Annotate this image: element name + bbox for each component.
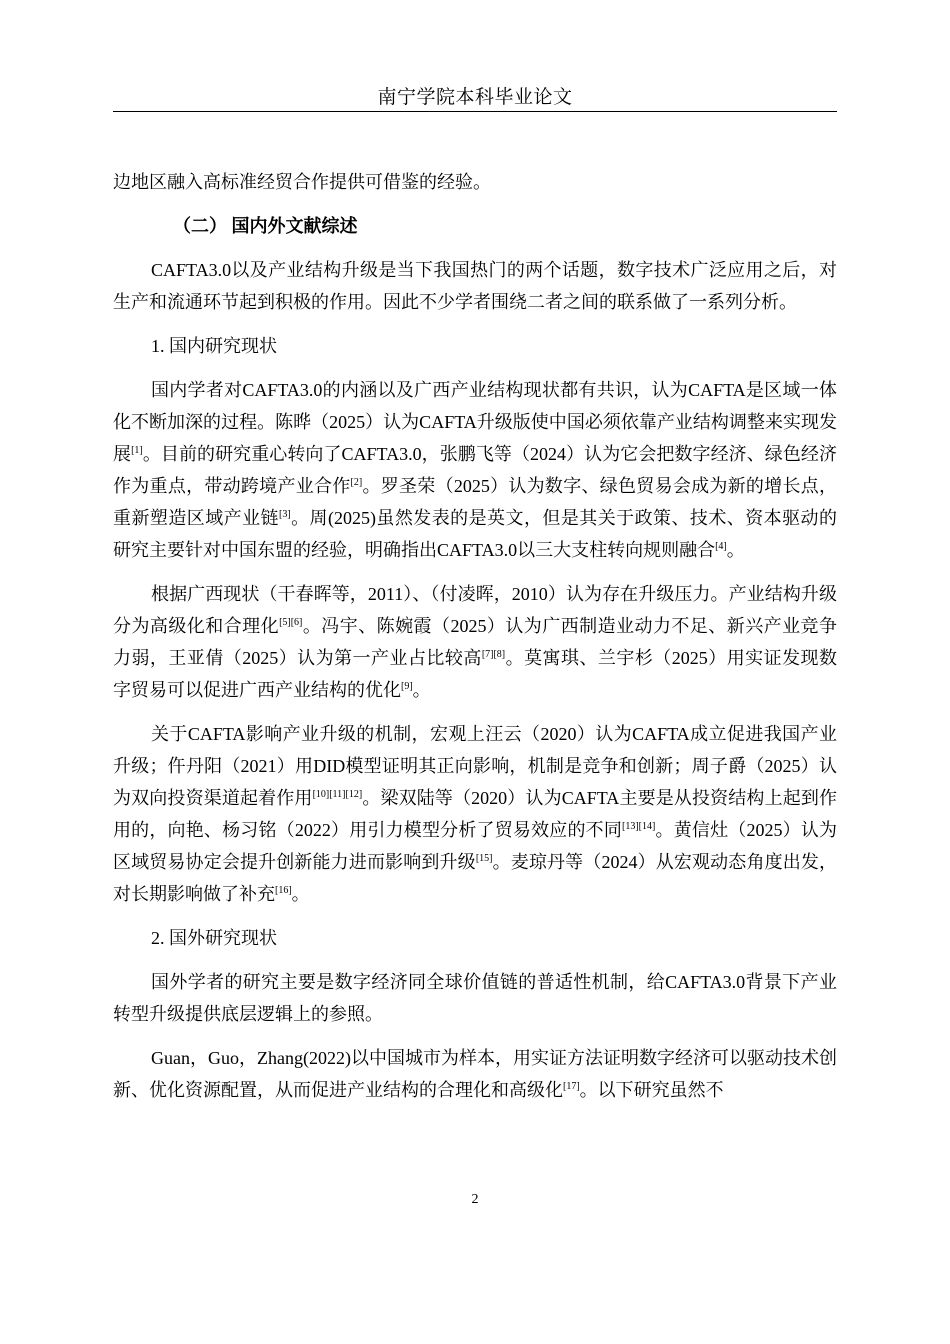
subsection-heading-domestic: 1. 国内研究现状 bbox=[151, 336, 277, 356]
paragraph-continuation: 边地区融入高标准经贸合作提供可借鉴的经验。 bbox=[113, 172, 491, 192]
text-run: 。 bbox=[412, 680, 431, 700]
paragraph: CAFTA3.0以及产业结构升级是当下我国热门的两个话题，数字技术广泛应用之后，对生产和流通环节起到积极的作用。因此不少学者围绕二者之间的联系做了一系列分析。 bbox=[113, 260, 837, 312]
citation-ref: [3] bbox=[278, 509, 291, 520]
citation-ref: [1] bbox=[131, 445, 143, 456]
citation-ref: [4] bbox=[715, 541, 727, 552]
text-run: 。罗圣荣（2025）认为数字、绿色贸易会成为新的增长点，重新塑造区域产业链 bbox=[113, 476, 838, 528]
text-run: 。周(2025)虽然发表的是英文，但是其关于政策、技术、资本驱动的研究主要针对中国东盟的经验，明确指出CAFTA3.0以三大支柱转向规则融合 bbox=[113, 508, 837, 560]
paragraph bbox=[113, 374, 837, 566]
citation-ref: [10][11][12] bbox=[312, 789, 363, 800]
text-run: 。 bbox=[726, 540, 745, 560]
paragraph bbox=[113, 718, 837, 910]
subsection-heading-foreign: 2. 国外研究现状 bbox=[151, 928, 277, 948]
citation-ref: [9] bbox=[401, 681, 413, 692]
text-run: 。以下研究虽然不 bbox=[579, 1080, 724, 1100]
paragraph bbox=[113, 578, 837, 706]
text-run: Guan，Guo，Zhang(2022)以中国城市为样本，用实证方法证明数字经济可以驱动技术创新、优化资源配置，从而促进产业结构的合理化和高级化 bbox=[113, 1048, 837, 1100]
text-run: 。莫寓琪、兰宇杉（2025）用实证发现数字贸易可以促进广西产业结构的优化 bbox=[113, 648, 838, 700]
body-text bbox=[113, 166, 837, 1106]
paragraph bbox=[113, 1042, 837, 1106]
citation-ref: [7][8] bbox=[481, 649, 506, 660]
running-header: 南宁学院本科毕业论文 bbox=[377, 87, 573, 108]
section-heading: （二） 国内外文献综述 bbox=[173, 216, 358, 236]
text-run: 。 bbox=[291, 884, 310, 904]
citation-ref: [15] bbox=[475, 853, 493, 864]
citation-ref: [17] bbox=[563, 1081, 580, 1092]
citation-ref: [13][14] bbox=[622, 821, 656, 832]
text-run: 关于CAFTA影响产业升级的机制，宏观上汪云（2020）认为CAFTA成立促进我国产业升级；仵丹阳（2021）用DID模型证明其正向影响，机制是竞争和创新；周子爵（2025）认为双向投资渠道起着作用 bbox=[113, 724, 837, 808]
citation-ref: [16] bbox=[275, 885, 292, 896]
text-run: 。梁双陆等（2020）认为CAFTA主要是从投资结构上起到作用的，向艳、杨习铭（2022）用引力模型分析了贸易效应的不同 bbox=[113, 788, 837, 840]
text-run: 国内学者对CAFTA3.0的内涵以及广西产业结构现状都有共识，认为CAFTA是区域一体化不断加深的过程。陈晔（2025）认为CAFTA升级版使中国必须依靠产业结构调整来实现发展 bbox=[113, 380, 837, 464]
text-run: 。目前的研究重心转向了CAFTA3.0，张鹏飞等（2024）认为它会把数字经济、绿色经济作为重点，带动跨境产业合作 bbox=[113, 444, 838, 496]
paragraph: 国外学者的研究主要是数字经济同全球价值链的普适性机制，给CAFTA3.0背景下产业转型升级提供底层逻辑上的参照。 bbox=[113, 972, 837, 1024]
page-number: 2 bbox=[471, 1192, 479, 1207]
header-rule bbox=[113, 111, 837, 112]
text-run: 根据广西现状（干春晖等，2011）、（付凌晖，2010）认为存在升级压力。产业结构升级分为高级化和合理化 bbox=[113, 584, 837, 636]
text-run: 。冯宇、陈婉霞（2025）认为广西制造业动力不足、新兴产业竞争力弱，王亚倩（2025）认为第一产业占比较高 bbox=[113, 616, 838, 668]
citation-ref: [5][6] bbox=[279, 617, 303, 628]
citation-ref: [2] bbox=[350, 477, 363, 488]
text-run: 。黄信灶（2025）认为区域贸易协定会提升创新能力进而影响到升级 bbox=[113, 820, 838, 872]
text-run: 。麦琼丹等（2024）从宏观动态角度出发，对长期影响做了补充 bbox=[113, 852, 838, 904]
